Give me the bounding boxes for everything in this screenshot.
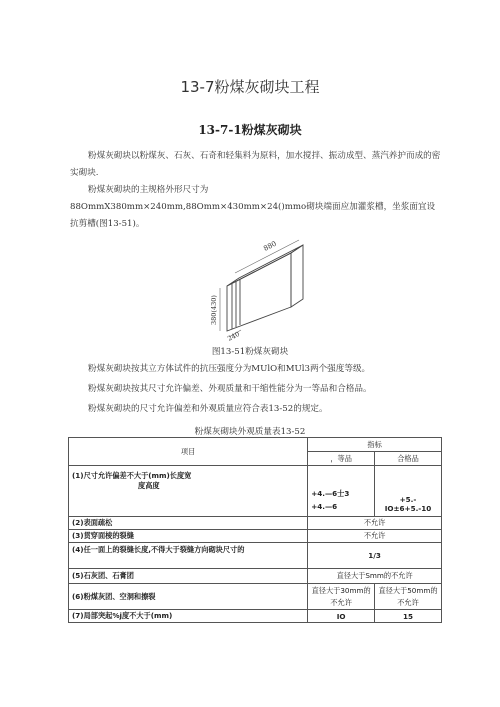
page-title: 13-7粉煤灰砌块工程 [180, 78, 320, 96]
row-item: (6)粉煤灰团、空洞和擦裂 [69, 584, 308, 610]
row-first-grade: 直径大于30mm的 不允许 [308, 584, 375, 610]
row-item: (5)石灰团、石膏团 [69, 569, 308, 584]
quality-table [68, 437, 442, 623]
header-qualified: 合格品 [375, 452, 442, 466]
row-first-grade: +4.—6士3 +4.—6 [308, 466, 375, 517]
table-row [69, 569, 442, 584]
table-row [69, 584, 442, 610]
header-item: 项目 [69, 438, 308, 466]
row-item-text: (1)尺寸允许偏差不大于(mm)长度宽 [72, 471, 192, 480]
table-row [69, 517, 442, 530]
paragraph-table-ref: 粉煤灰砌块的尺寸允许偏差和外观质量应符合表13-52的规定。 [88, 404, 328, 414]
row-item-subtext: 度高度 [138, 481, 160, 490]
table-row [69, 610, 442, 623]
row-item: (4)任一面上的裂缝长度,不得大于裂缝方向砌块尺寸的 [69, 543, 308, 569]
section-title: 13-7-1粉煤灰砌块 [198, 123, 302, 137]
row-value: 1/3 [308, 543, 442, 569]
row-qualified: 15 [375, 610, 442, 623]
row-item: (7)局部突起%j度不大于(mm) [69, 610, 308, 623]
block-figure [207, 233, 317, 343]
row-first-grade: IO [308, 610, 375, 623]
header-indicator: 指标 [308, 438, 442, 452]
dimension-height: 380(430) [210, 295, 218, 325]
dimension-width: 240 [226, 330, 241, 343]
dimension-length: 880 [262, 239, 278, 253]
header-first-grade: ，等品 [308, 452, 375, 466]
paragraph-strength: 粉煤灰砌块按其立方体试件的抗压强度分为MUlO和MUl3两个强度等级。 [88, 364, 371, 374]
table-caption: 粉煤灰砌块外观质量表13-52 [194, 427, 306, 437]
paragraph-dimensions: 粉煤灰砌块的主规格外形尺寸为88OmmX380mm×240mm,88Omm×430mm×24()mmo砌块端面应加灌浆槽，坐浆面宜设抗剪槽(图13-51)。 [70, 185, 436, 229]
row-value: 直径大于Smm的不允许 [308, 569, 442, 584]
paragraph-grades: 粉煤灰砌块按其尺寸允许偏差、外观质量和干缩性能分为一等品和合格品。 [88, 384, 372, 394]
row-item: (2)表面疏松 [69, 517, 308, 530]
row-value: 不允许 [308, 517, 442, 530]
row-qualified: +5.-IO±6+5.-10 [375, 466, 442, 517]
row-value: 不允许 [308, 530, 442, 543]
table-row [69, 543, 442, 569]
table-row [69, 530, 442, 543]
figure-caption: 图13-51粉煤灰砌块 [211, 347, 289, 357]
table-row [69, 466, 442, 517]
row-qualified: 直径大于50mm的 不允许 [375, 584, 442, 610]
row-item: (3)贯穿面棱的裂缝 [69, 530, 308, 543]
row-item [69, 466, 308, 517]
paragraph-definition: 粉煤灰砌块以粉煤灰、石灰、石奇和轻集料为原料，加水搅拌、振动成型、蒸汽养护而成的密实砌块. [70, 151, 441, 178]
